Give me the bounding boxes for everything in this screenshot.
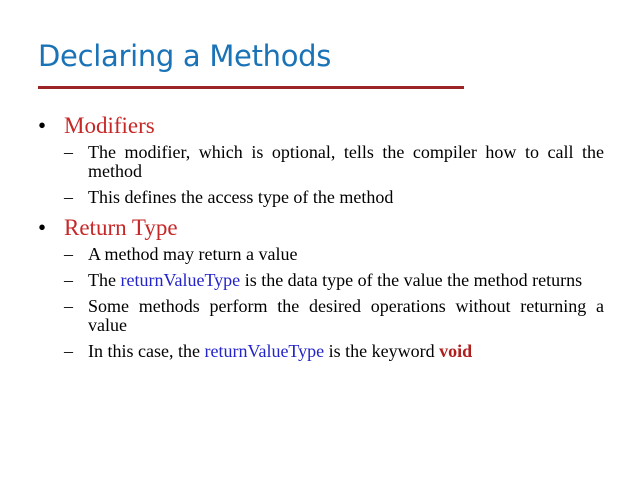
sub-bullet-text-after: is the data type of the value the method returns	[240, 270, 583, 290]
keyword-return-value-type: returnValueType	[204, 341, 325, 361]
sub-bullet	[38, 245, 604, 264]
sub-bullet	[38, 143, 604, 181]
sub-bullet-text-middle: is the keyword	[324, 341, 440, 361]
sub-bullet	[38, 342, 604, 361]
sub-bullet	[38, 297, 604, 335]
dash-glyph: –	[64, 142, 73, 162]
dash-glyph: –	[64, 187, 73, 207]
slide-title: Declaring a Methods	[38, 39, 332, 73]
bullet-glyph: •	[38, 215, 47, 240]
bullet-glyph: •	[38, 113, 47, 138]
sub-bullet-text: Some methods perform the desired operations without returning a value	[88, 296, 604, 335]
sub-bullet	[38, 271, 604, 290]
bullet-heading: Return Type	[64, 215, 178, 240]
sub-bullet	[38, 188, 604, 207]
sub-bullet-text: A method may return a value	[88, 244, 298, 264]
title-underline	[38, 86, 464, 89]
dash-glyph: –	[64, 296, 73, 316]
bullet-modifiers	[38, 112, 604, 139]
dash-glyph: –	[64, 341, 73, 361]
sub-bullet-text-before: The	[88, 270, 121, 290]
dash-glyph: –	[64, 270, 73, 290]
sub-bullet-text-before: In this case, the	[88, 341, 205, 361]
bullet-heading: Modifiers	[64, 113, 155, 138]
sub-bullet-text: The modifier, which is optional, tells the compiler how to call the method	[88, 142, 604, 181]
keyword-void: void	[439, 341, 473, 361]
bullet-return-type	[38, 214, 604, 241]
sub-bullet-text: This defines the access type of the method	[88, 187, 394, 207]
slide-content	[38, 112, 604, 368]
keyword-return-value-type: returnValueType	[120, 270, 241, 290]
dash-glyph: –	[64, 244, 73, 264]
